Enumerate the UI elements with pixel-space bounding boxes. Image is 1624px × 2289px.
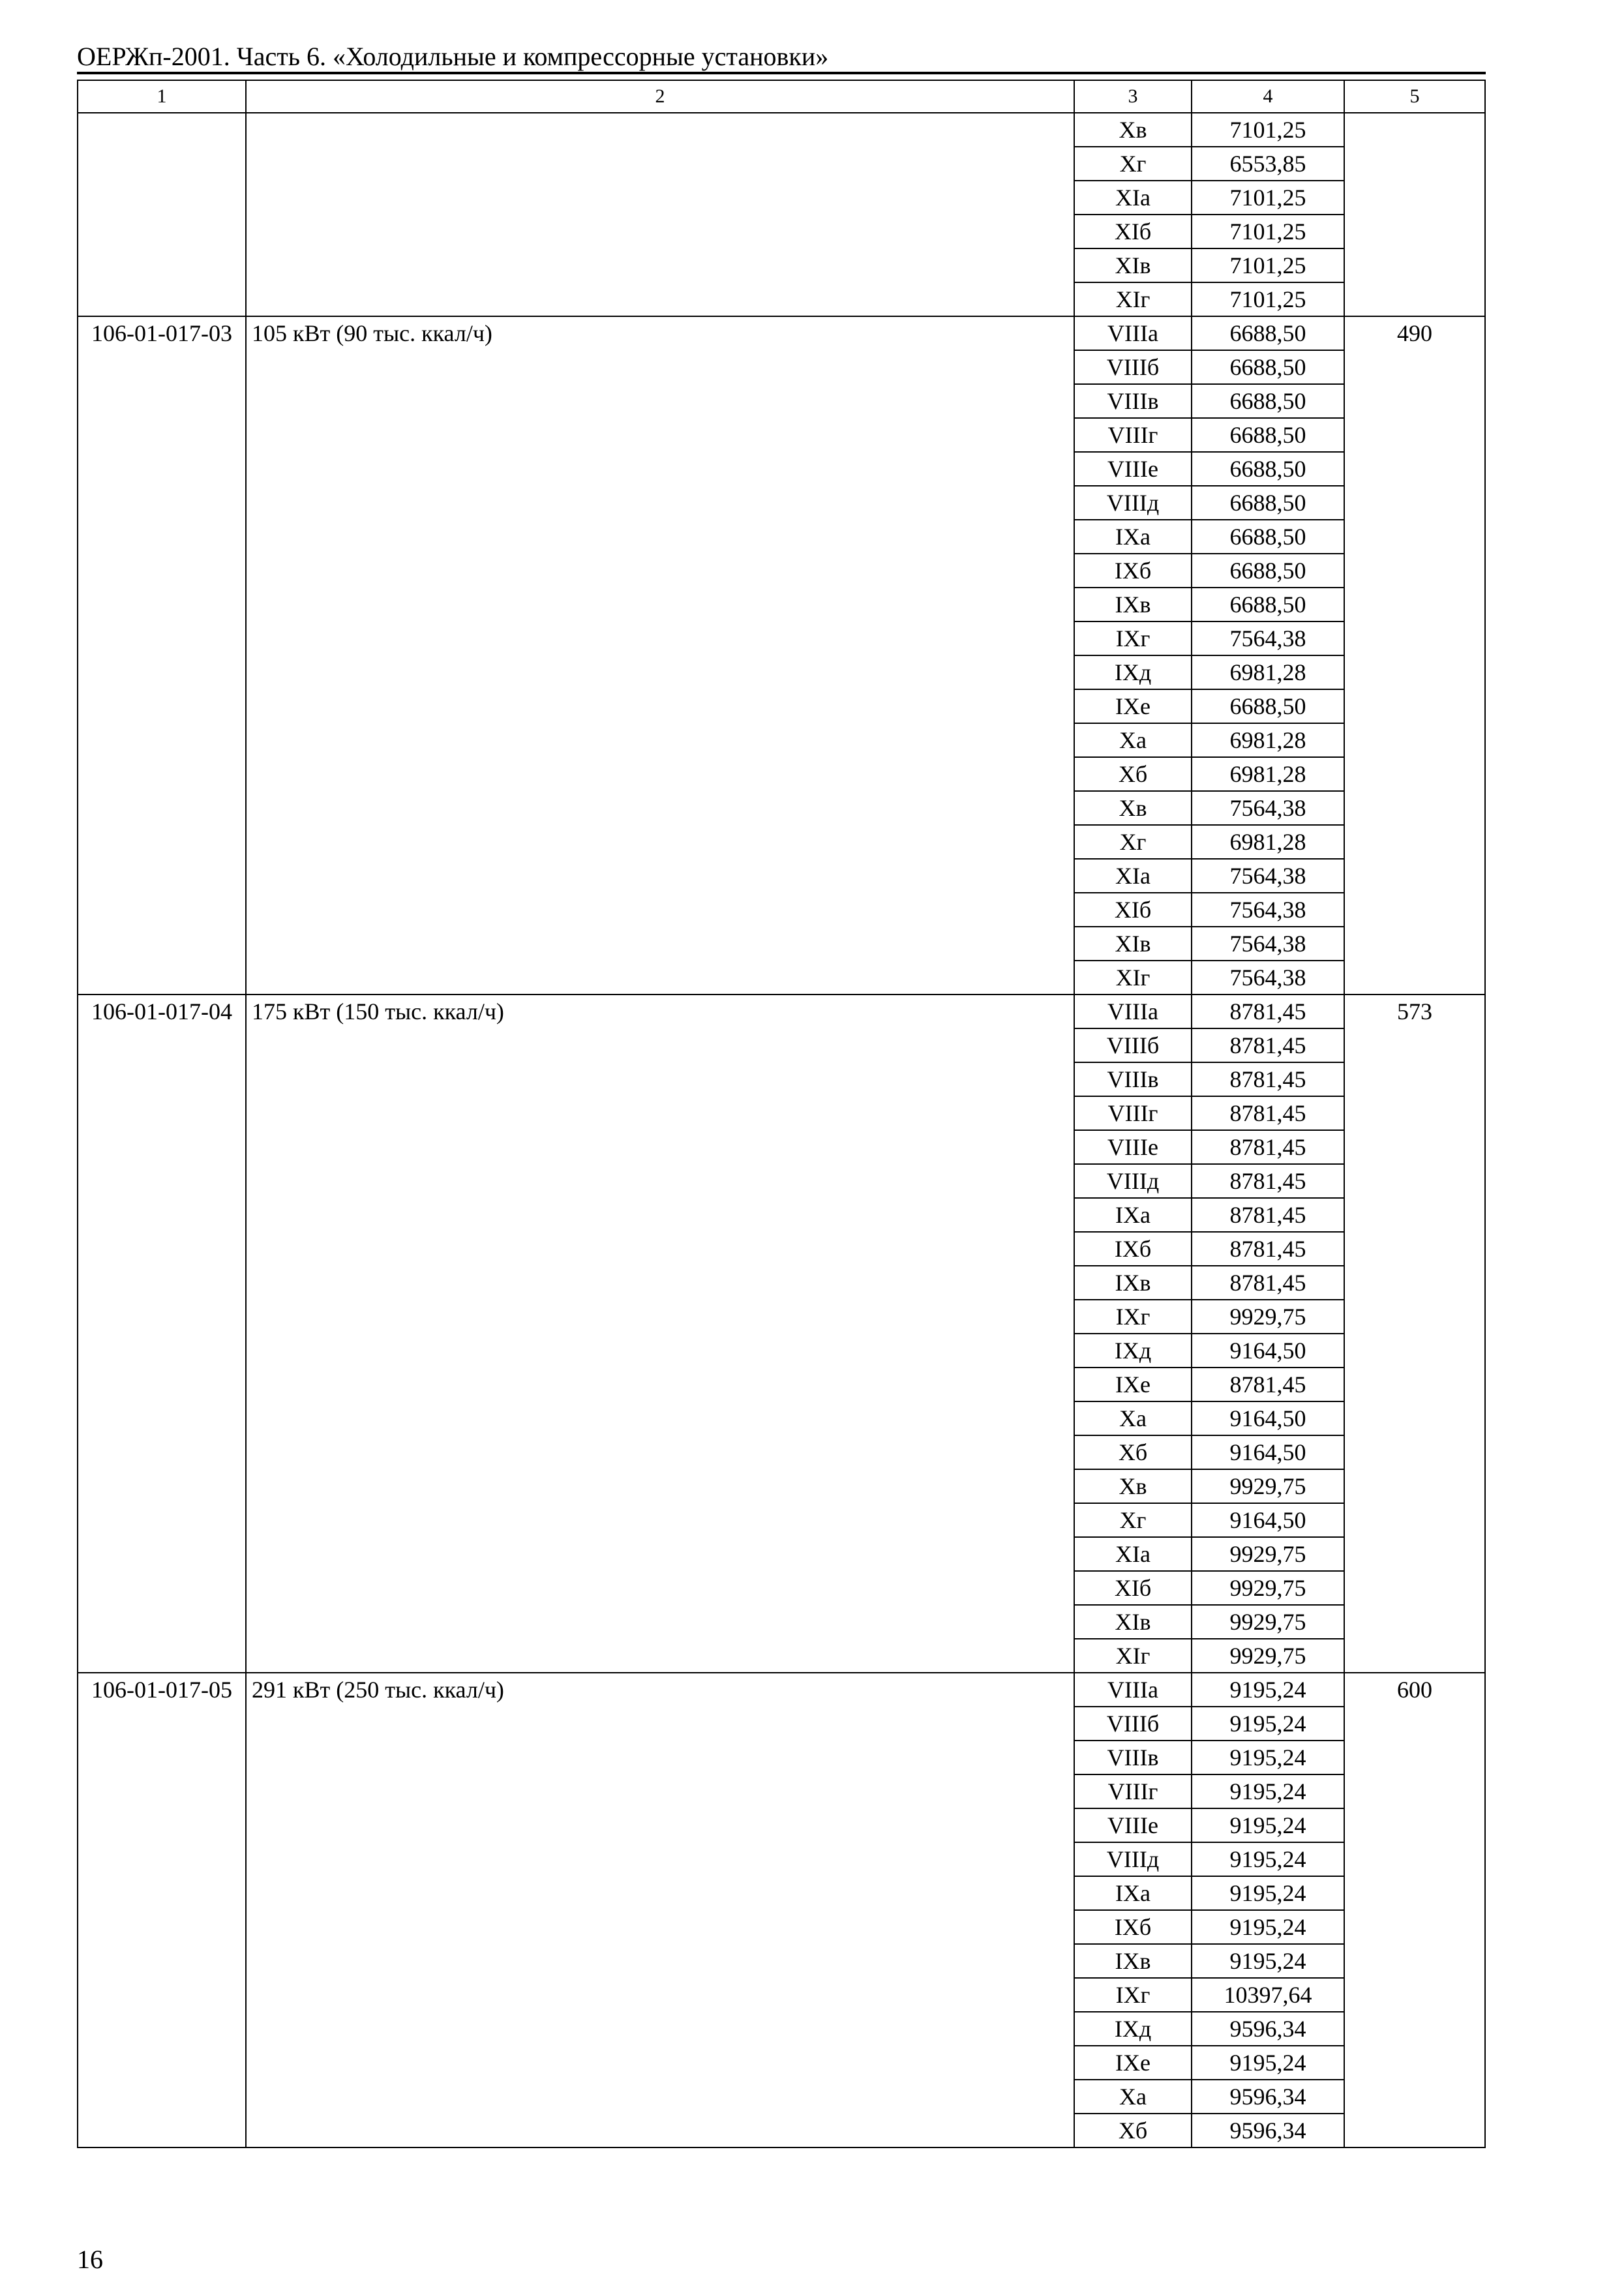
price-cell: 7564,38 — [1192, 927, 1344, 961]
price-cell: 8781,45 — [1192, 1368, 1344, 1401]
zone-cell: VIIIа — [1074, 316, 1192, 350]
column-number: 5 — [1344, 80, 1485, 113]
zone-cell: IXб — [1074, 1910, 1192, 1944]
item-description: 291 кВт (250 тыс. ккал/ч) — [246, 1673, 1074, 2147]
price-cell: 6981,28 — [1192, 757, 1344, 791]
zone-cell: IXв — [1074, 1266, 1192, 1300]
zone-cell: VIIIб — [1074, 350, 1192, 384]
price-cell: 7101,25 — [1192, 113, 1344, 147]
zone-cell: VIIIд — [1074, 486, 1192, 520]
zone-cell: XIа — [1074, 1537, 1192, 1571]
price-cell: 9195,24 — [1192, 1673, 1344, 1707]
price-cell: 9164,50 — [1192, 1334, 1344, 1368]
item-code: 106-01-017-03 — [78, 316, 246, 995]
table-row — [78, 113, 1485, 147]
price-cell: 7564,38 — [1192, 961, 1344, 995]
zone-cell: IXг — [1074, 1978, 1192, 2012]
item-code: 106-01-017-05 — [78, 1673, 246, 2147]
zone-cell: Xв — [1074, 791, 1192, 825]
zone-cell: VIIIг — [1074, 1774, 1192, 1808]
item-description: 105 кВт (90 тыс. ккал/ч) — [246, 316, 1074, 995]
zone-cell: XIб — [1074, 1571, 1192, 1605]
zone-cell: VIIIг — [1074, 418, 1192, 452]
column-number: 2 — [246, 80, 1074, 113]
zone-cell: IXе — [1074, 689, 1192, 723]
price-cell: 9929,75 — [1192, 1639, 1344, 1673]
zone-cell: IXв — [1074, 588, 1192, 621]
item-value — [1344, 113, 1485, 316]
zone-cell: XIг — [1074, 961, 1192, 995]
zone-cell: IXе — [1074, 2046, 1192, 2080]
price-cell: 9195,24 — [1192, 1842, 1344, 1876]
zone-cell: IXд — [1074, 1334, 1192, 1368]
price-cell: 9164,50 — [1192, 1401, 1344, 1435]
price-cell: 6688,50 — [1192, 520, 1344, 554]
zone-cell: VIIIа — [1074, 995, 1192, 1028]
page-header: ОЕРЖп-2001. Часть 6. «Холодильные и компрессорные установки» — [77, 42, 829, 71]
zone-cell: VIIIе — [1074, 452, 1192, 486]
zone-cell: Xг — [1074, 147, 1192, 181]
zone-cell: IXг — [1074, 621, 1192, 655]
zone-cell: Xб — [1074, 2114, 1192, 2147]
price-cell: 8781,45 — [1192, 1232, 1344, 1266]
price-cell: 7564,38 — [1192, 859, 1344, 893]
price-cell: 8781,45 — [1192, 1062, 1344, 1096]
price-cell: 9195,24 — [1192, 1808, 1344, 1842]
page-number: 16 — [77, 2245, 103, 2274]
price-cell: 9195,24 — [1192, 1774, 1344, 1808]
zone-cell: IXб — [1074, 554, 1192, 588]
zone-cell: XIа — [1074, 859, 1192, 893]
price-cell: 9929,75 — [1192, 1469, 1344, 1503]
price-cell: 6981,28 — [1192, 825, 1344, 859]
zone-cell: Xа — [1074, 2080, 1192, 2114]
price-cell: 9596,34 — [1192, 2114, 1344, 2147]
price-cell: 9929,75 — [1192, 1571, 1344, 1605]
price-cell: 8781,45 — [1192, 1096, 1344, 1130]
zone-cell: Xб — [1074, 757, 1192, 791]
zone-cell: Xб — [1074, 1435, 1192, 1469]
price-cell: 6981,28 — [1192, 655, 1344, 689]
zone-cell: Xа — [1074, 1401, 1192, 1435]
rates-table — [77, 80, 1486, 2148]
price-cell: 8781,45 — [1192, 1028, 1344, 1062]
price-cell: 7564,38 — [1192, 621, 1344, 655]
item-value: 600 — [1344, 1673, 1485, 2147]
zone-cell: XIг — [1074, 282, 1192, 316]
price-cell: 7101,25 — [1192, 181, 1344, 215]
zone-cell: IXд — [1074, 2012, 1192, 2046]
price-cell: 6688,50 — [1192, 588, 1344, 621]
price-cell: 8781,45 — [1192, 1130, 1344, 1164]
zone-cell: VIIIв — [1074, 1062, 1192, 1096]
price-cell: 9164,50 — [1192, 1435, 1344, 1469]
item-description — [246, 113, 1074, 316]
zone-cell: Xа — [1074, 723, 1192, 757]
price-cell: 9164,50 — [1192, 1503, 1344, 1537]
zone-cell: Xв — [1074, 1469, 1192, 1503]
price-cell: 9929,75 — [1192, 1300, 1344, 1334]
zone-cell: VIIIе — [1074, 1808, 1192, 1842]
price-cell: 6688,50 — [1192, 486, 1344, 520]
price-cell: 8781,45 — [1192, 995, 1344, 1028]
zone-cell: IXд — [1074, 655, 1192, 689]
zone-cell: XIв — [1074, 248, 1192, 282]
zone-cell: IXа — [1074, 520, 1192, 554]
price-cell: 6688,50 — [1192, 418, 1344, 452]
price-cell: 9195,24 — [1192, 1707, 1344, 1741]
price-cell: 9596,34 — [1192, 2012, 1344, 2046]
zone-cell: VIIIб — [1074, 1028, 1192, 1062]
price-cell: 9929,75 — [1192, 1605, 1344, 1639]
table-row — [78, 316, 1485, 350]
zone-cell: XIв — [1074, 927, 1192, 961]
price-cell: 8781,45 — [1192, 1164, 1344, 1198]
item-value: 490 — [1344, 316, 1485, 995]
item-code: 106-01-017-04 — [78, 995, 246, 1673]
price-cell: 9195,24 — [1192, 1944, 1344, 1978]
zone-cell: Xг — [1074, 825, 1192, 859]
zone-cell: IXа — [1074, 1876, 1192, 1910]
column-number-row — [78, 80, 1485, 113]
zone-cell: VIIIб — [1074, 1707, 1192, 1741]
table-row — [78, 1673, 1485, 1707]
price-cell: 6688,50 — [1192, 316, 1344, 350]
zone-cell: VIIIг — [1074, 1096, 1192, 1130]
price-cell: 10397,64 — [1192, 1978, 1344, 2012]
column-number: 3 — [1074, 80, 1192, 113]
item-description: 175 кВт (150 тыс. ккал/ч) — [246, 995, 1074, 1673]
zone-cell: IXв — [1074, 1944, 1192, 1978]
zone-cell: VIIIв — [1074, 384, 1192, 418]
price-cell: 7564,38 — [1192, 791, 1344, 825]
zone-cell: VIIIа — [1074, 1673, 1192, 1707]
header-rule — [77, 72, 1486, 74]
zone-cell: IXг — [1074, 1300, 1192, 1334]
table-row — [78, 995, 1485, 1028]
item-value: 573 — [1344, 995, 1485, 1673]
zone-cell: XIв — [1074, 1605, 1192, 1639]
price-cell: 6688,50 — [1192, 452, 1344, 486]
column-number: 4 — [1192, 80, 1344, 113]
zone-cell: IXб — [1074, 1232, 1192, 1266]
price-cell: 9596,34 — [1192, 2080, 1344, 2114]
price-cell: 6553,85 — [1192, 147, 1344, 181]
zone-cell: XIб — [1074, 215, 1192, 248]
price-cell: 9195,24 — [1192, 1910, 1344, 1944]
zone-cell: Xг — [1074, 1503, 1192, 1537]
price-cell: 8781,45 — [1192, 1198, 1344, 1232]
price-cell: 7564,38 — [1192, 893, 1344, 927]
price-cell: 6688,50 — [1192, 554, 1344, 588]
price-cell: 9929,75 — [1192, 1537, 1344, 1571]
rates-table-body — [78, 80, 1485, 2147]
price-cell: 9195,24 — [1192, 1741, 1344, 1774]
zone-cell: IXе — [1074, 1368, 1192, 1401]
zone-cell: IXа — [1074, 1198, 1192, 1232]
item-code — [78, 113, 246, 316]
zone-cell: VIIIд — [1074, 1164, 1192, 1198]
price-cell: 7101,25 — [1192, 248, 1344, 282]
column-number: 1 — [78, 80, 246, 113]
price-cell: 8781,45 — [1192, 1266, 1344, 1300]
zone-cell: VIIIд — [1074, 1842, 1192, 1876]
price-cell: 7101,25 — [1192, 215, 1344, 248]
price-cell: 6981,28 — [1192, 723, 1344, 757]
zone-cell: XIа — [1074, 181, 1192, 215]
price-cell: 7101,25 — [1192, 282, 1344, 316]
zone-cell: XIб — [1074, 893, 1192, 927]
zone-cell: XIг — [1074, 1639, 1192, 1673]
zone-cell: VIIIв — [1074, 1741, 1192, 1774]
price-cell: 9195,24 — [1192, 2046, 1344, 2080]
price-cell: 9195,24 — [1192, 1876, 1344, 1910]
price-cell: 6688,50 — [1192, 689, 1344, 723]
price-cell: 6688,50 — [1192, 350, 1344, 384]
price-cell: 6688,50 — [1192, 384, 1344, 418]
zone-cell: Xв — [1074, 113, 1192, 147]
zone-cell: VIIIе — [1074, 1130, 1192, 1164]
